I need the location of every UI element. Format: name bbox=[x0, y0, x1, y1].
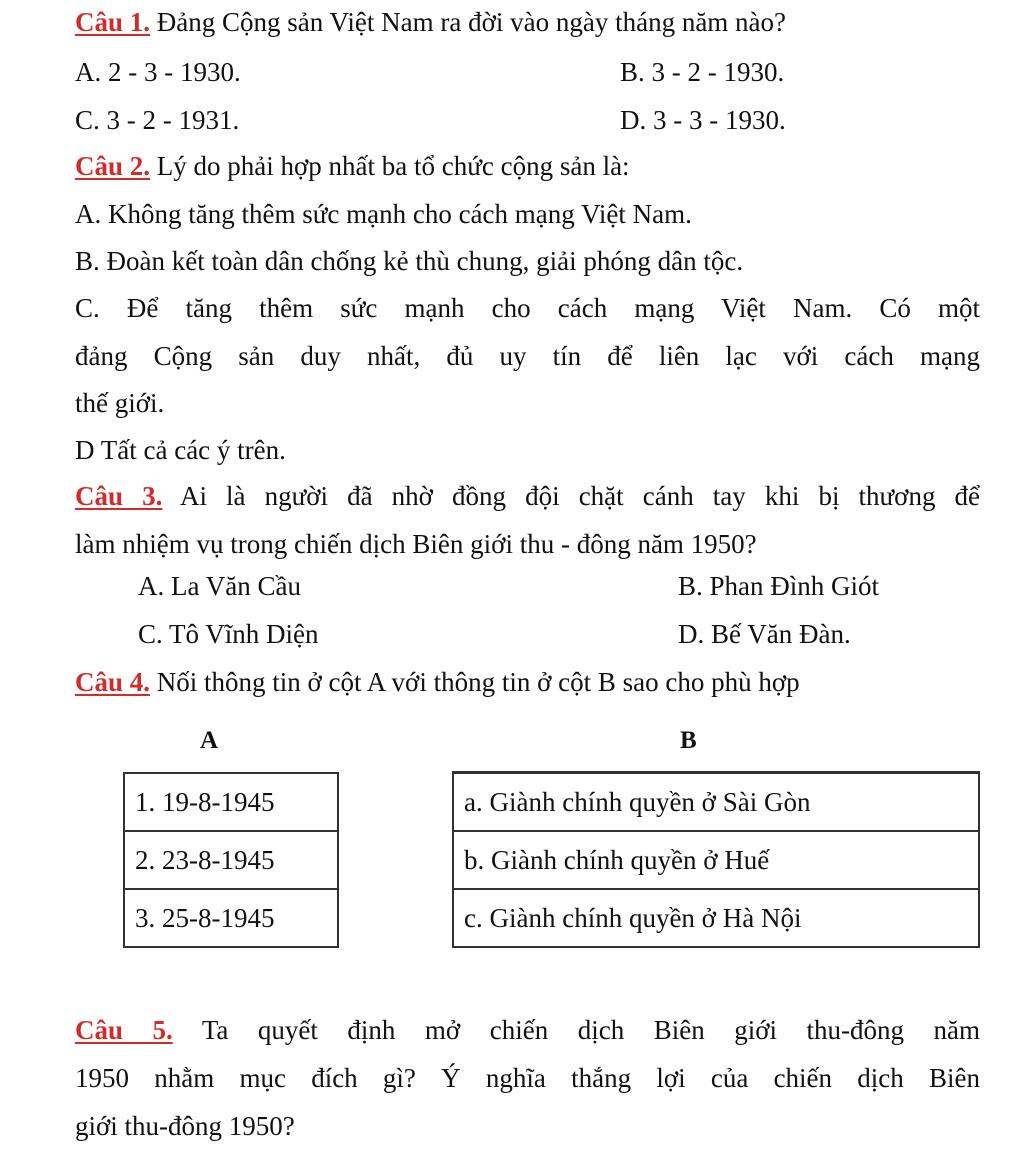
q3-option-a: A. La Văn Cầu bbox=[138, 571, 301, 601]
q3-option-b: B. Phan Đình Giót bbox=[678, 571, 880, 601]
q4-question bbox=[75, 666, 800, 698]
q2-option-c-line2: đảng Cộng sản duy nhất, đủ uy tín để liên lạc với cách mạng bbox=[75, 341, 980, 371]
q2-text: Lý do phải hợp nhất ba tổ chức cộng sản là: bbox=[156, 151, 630, 181]
q2-question bbox=[75, 150, 630, 182]
column-a-header: A bbox=[200, 727, 219, 754]
q3-label: Câu 3. bbox=[75, 481, 163, 511]
q1-text: Đảng Cộng sản Việt Nam ra đời vào ngày tháng năm nào? bbox=[156, 7, 787, 37]
table-row bbox=[124, 889, 338, 947]
column-a-cell: 2. 23-8-1945 bbox=[124, 831, 338, 889]
q5-label: Câu 5. bbox=[75, 1015, 173, 1045]
q5-question-line1 bbox=[75, 1014, 980, 1046]
q5-text-line2: 1950 nhằm mục đích gì? Ý nghĩa thắng lợi của chiến dịch Biên bbox=[75, 1063, 980, 1093]
q2-option-a: A. Không tăng thêm sức mạnh cho cách mạng Việt Nam. bbox=[75, 199, 692, 229]
q2-option-c-line3: thế giới. bbox=[75, 388, 165, 418]
q1-option-c: C. 3 - 2 - 1931. bbox=[75, 105, 240, 135]
column-b-table bbox=[452, 772, 980, 948]
q3-text-line2: làm nhiệm vụ trong chiến dịch Biên giới thu - đông năm 1950? bbox=[75, 529, 757, 559]
q5-text-line1: Ta quyết định mở chiến dịch Biên giới thu-đông năm bbox=[201, 1015, 980, 1045]
q1-option-d: D. 3 - 3 - 1930. bbox=[620, 105, 786, 135]
q4-label: Câu 4. bbox=[75, 667, 151, 697]
q5-text-line3: giới thu-đông 1950? bbox=[75, 1111, 295, 1141]
q4-text: Nối thông tin ở cột A với thông tin ở cột B sao cho phù hợp bbox=[156, 667, 800, 697]
table-row bbox=[124, 831, 338, 889]
table-row bbox=[453, 773, 979, 831]
column-b-header: B bbox=[680, 727, 697, 754]
column-a-table bbox=[123, 772, 339, 948]
table-row bbox=[124, 773, 338, 831]
table-row bbox=[453, 889, 979, 947]
column-b-cell: b. Giành chính quyền ở Huế bbox=[453, 831, 979, 889]
q1-option-a: A. 2 - 3 - 1930. bbox=[75, 57, 241, 87]
q2-option-c-line1: C. Để tăng thêm sức mạnh cho cách mạng Việt Nam. Có một bbox=[75, 293, 980, 323]
q1-question bbox=[75, 6, 786, 38]
column-b-cell: a. Giành chính quyền ở Sài Gòn bbox=[453, 773, 979, 831]
q1-option-b: B. 3 - 2 - 1930. bbox=[620, 57, 785, 87]
q3-text-line1: Ai là người đã nhờ đồng đội chặt cánh tay khi bị thương để bbox=[179, 481, 981, 511]
table-row bbox=[453, 831, 979, 889]
q3-question-line1 bbox=[75, 480, 980, 512]
q2-option-d: D Tất cả các ý trên. bbox=[75, 435, 286, 465]
q3-option-c: C. Tô Vĩnh Diện bbox=[138, 619, 319, 649]
column-a-cell: 3. 25-8-1945 bbox=[124, 889, 338, 947]
q3-option-d: D. Bế Văn Đàn. bbox=[678, 619, 851, 649]
q1-label: Câu 1. bbox=[75, 7, 151, 37]
column-b-cell: c. Giành chính quyền ở Hà Nội bbox=[453, 889, 979, 947]
column-a-cell: 1. 19-8-1945 bbox=[124, 773, 338, 831]
q2-option-b: B. Đoàn kết toàn dân chống kẻ thù chung, giải phóng dân tộc. bbox=[75, 246, 744, 276]
q2-label: Câu 2. bbox=[75, 151, 151, 181]
